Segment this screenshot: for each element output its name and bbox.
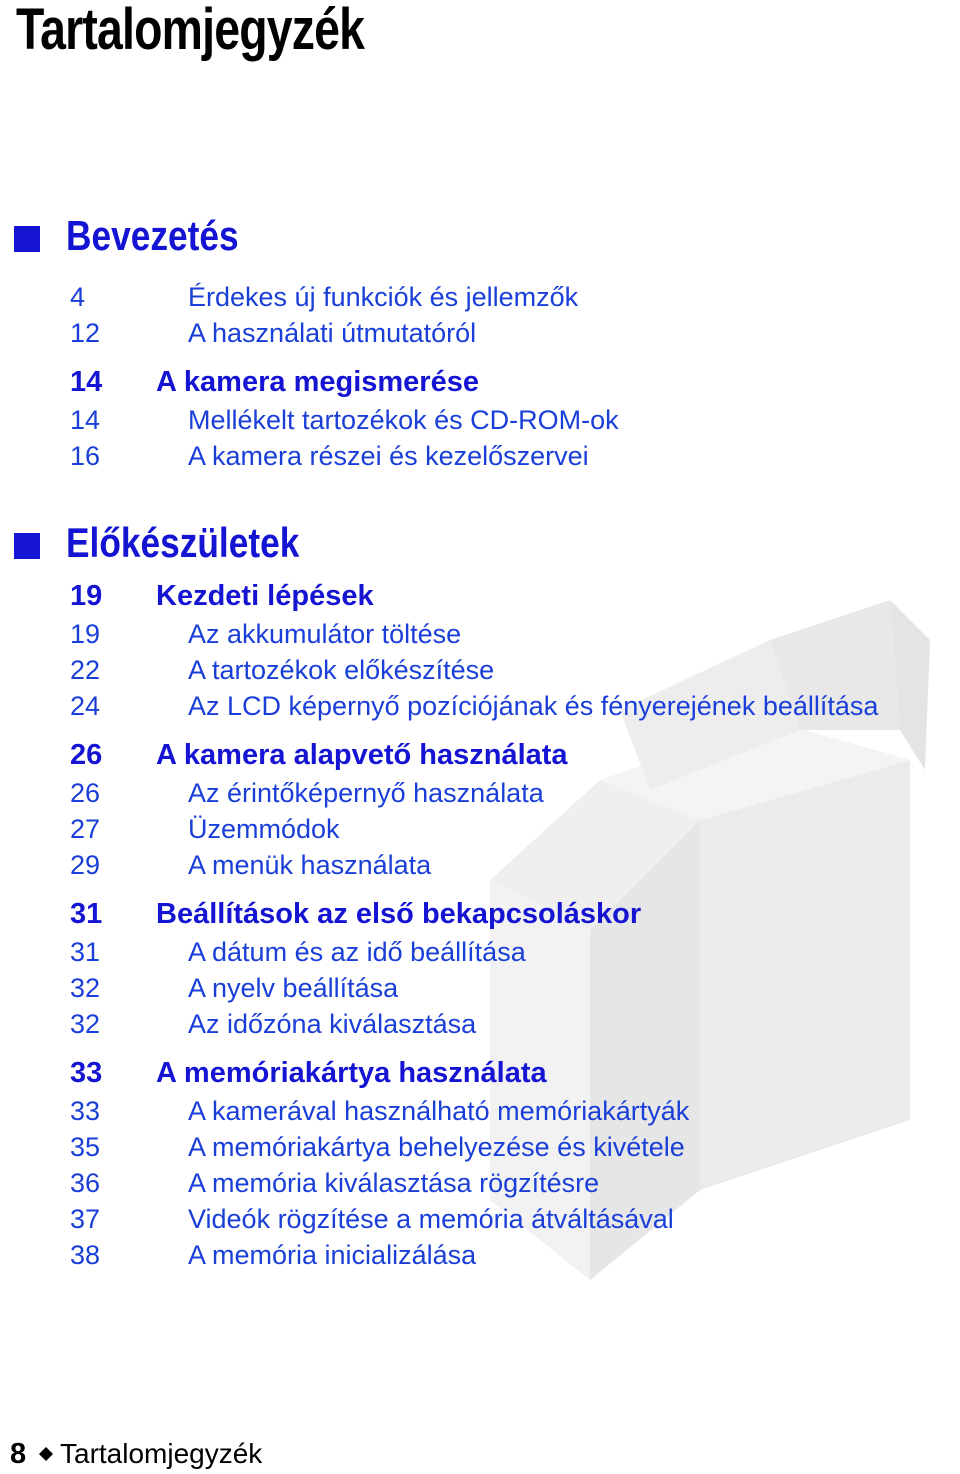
toc-heading-entry[interactable] [0,1055,960,1093]
entry-label: A dátum és az idő beállítása [188,937,526,967]
section-bevezetes [0,206,960,474]
toc-entry[interactable] [0,811,960,847]
section-elokeszuletek [0,513,960,1273]
toc-group [0,1055,960,1273]
toc-entry[interactable] [0,616,960,652]
toc-heading-entry[interactable] [0,737,960,775]
square-bullet-icon [14,533,40,559]
page-number: 35 [70,1132,101,1162]
toc-entry[interactable] [0,1201,960,1237]
toc-entry[interactable] [0,652,960,688]
entry-label: A menük használata [188,850,432,880]
page-number: 31 [70,898,103,930]
page-number: 36 [70,1168,101,1198]
page-number: 19 [70,580,103,612]
diamond-icon [38,1446,54,1462]
page-number: 38 [70,1240,101,1270]
page-number: 4 [70,282,86,312]
page-number: 12 [70,318,101,348]
page-title: Tartalomjegyzék [16,0,365,62]
page-number: 26 [70,778,101,808]
heading-label: A kamera megismerése [156,366,479,398]
heading-label: Kezdeti lépések [156,580,374,612]
footer-label: Tartalomjegyzék [60,1438,263,1469]
page-number: 32 [70,973,101,1003]
toc-entry[interactable] [0,279,960,315]
toc-heading-entry[interactable] [0,364,960,402]
toc-entry[interactable] [0,970,960,1006]
section-title[interactable]: Előkészületek [66,519,300,566]
entry-label: A kamera részei és kezelőszervei [188,441,589,471]
page-number: 16 [70,441,101,471]
entry-label: Az akkumulátor töltése [188,619,462,649]
toc-entry[interactable] [0,438,960,474]
page-number: 32 [70,1009,101,1039]
page-number: 22 [70,655,101,685]
entry-label: A nyelv beállítása [188,973,399,1003]
toc-entry[interactable] [0,1165,960,1201]
entry-label: Érdekes új funkciók és jellemzők [188,282,579,312]
page-number: 33 [70,1057,103,1089]
page-number: 26 [70,739,103,771]
heading-label: A kamera alapvető használata [156,739,568,771]
section-header [0,513,960,573]
entry-label: A memória inicializálása [188,1240,477,1270]
toc-entry[interactable] [0,847,960,883]
entry-label: Mellékelt tartozékok és CD-ROM-ok [188,405,619,435]
page-number: 33 [70,1096,101,1126]
toc-group [0,737,960,883]
page-number: 14 [70,366,103,398]
section-header [0,206,960,266]
toc-group [0,896,960,1042]
page-number: 14 [70,405,101,435]
entry-label: Az érintőképernyő használata [188,778,544,808]
toc-group [0,364,960,474]
heading-label: Beállítások az első bekapcsoláskor [156,898,642,930]
toc-heading-entry[interactable] [0,578,960,616]
toc-heading-entry[interactable] [0,896,960,934]
toc-entry[interactable] [0,1129,960,1165]
toc-entry[interactable] [0,775,960,811]
entry-label: A tartozékok előkészítése [188,655,495,685]
heading-label: A memóriakártya használata [156,1057,547,1089]
entry-label: A használati útmutatóról [188,318,477,348]
entry-label: A kamerával használható memóriakártyák [188,1096,690,1126]
square-bullet-icon [14,226,40,252]
page-number: 31 [70,937,101,967]
toc-group [0,279,960,351]
page-number: 27 [70,814,101,844]
entry-label: Az LCD képernyő pozíciójának és fényerejének beállítása [188,691,879,721]
page-number: 29 [70,850,101,880]
section-title[interactable]: Bevezetés [66,212,239,259]
toc-entry[interactable] [0,688,960,724]
toc-entry[interactable] [0,1237,960,1273]
toc-entry[interactable] [0,1006,960,1042]
toc-group [0,578,960,724]
page-number: 24 [70,691,101,721]
page-number: 19 [70,619,101,649]
page-number: 37 [70,1204,101,1234]
entry-label: Üzemmódok [188,814,340,844]
entry-label: A memória kiválasztása rögzítésre [188,1168,600,1198]
toc-entry[interactable] [0,402,960,438]
toc-entry[interactable] [0,315,960,351]
entry-label: A memóriakártya behelyezése és kivétele [188,1132,685,1162]
footer-page-number: 8 [10,1438,27,1470]
entry-label: Az időzóna kiválasztása [188,1009,477,1039]
toc-entry[interactable] [0,934,960,970]
entry-label: Videók rögzítése a memória átváltásával [188,1204,674,1234]
toc-entry[interactable] [0,1093,960,1129]
